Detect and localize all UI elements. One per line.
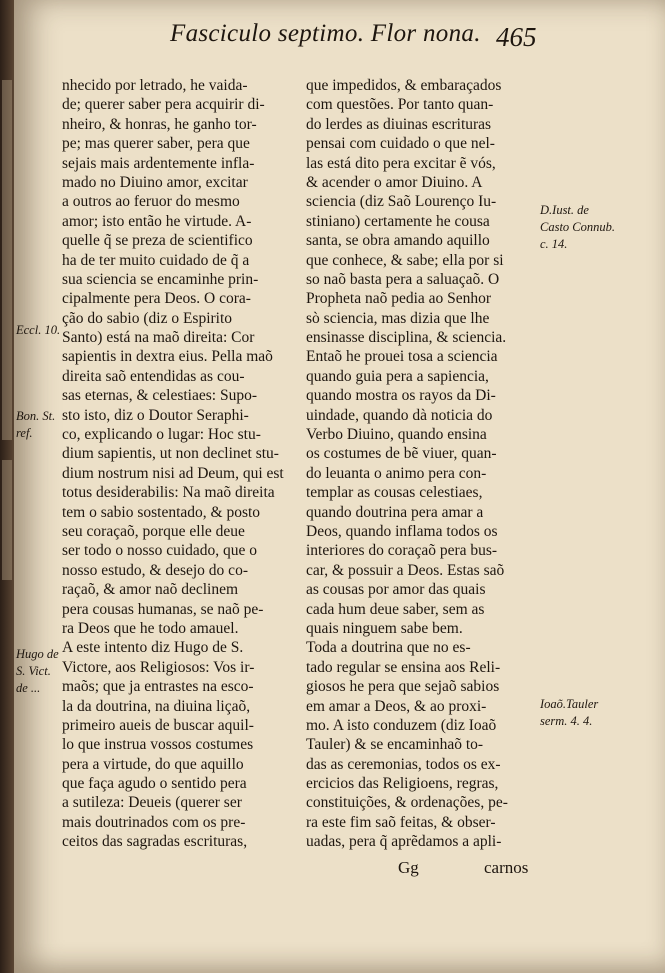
text-line: primeiro aueis de buscar aquil- (62, 716, 254, 734)
text-line: as cousas por amor das quais (306, 581, 486, 599)
text-line: de; querer saber pera acquirir di- (62, 96, 265, 114)
text-line: ra este fim saõ feitas, & obser- (306, 813, 496, 831)
text-line: quando guia pera a sapiencia, (306, 367, 489, 385)
text-line: lo que instrua vossos costumes (62, 736, 254, 754)
text-line: totus desiderabilis: Na maõ direita (62, 484, 275, 502)
text-line: constituições, & ordenações, pe- (306, 794, 508, 812)
text-line: mo. A isto conduzem (diz Ioaõ (306, 716, 497, 734)
text-line: quais ninguem sabe bem. (306, 619, 463, 637)
text-line: que impedidos, & embaraçados (306, 77, 502, 94)
text-line: pe; mas querer saber, pera que (62, 135, 250, 153)
text-line: la da doutrina, na diuina liçaõ, (62, 697, 251, 715)
text-line: nhecido por letrado, he vaida- (62, 77, 248, 94)
text-line: em amar a Deos, & ao proxi- (306, 697, 487, 715)
edge-shadow (2, 460, 12, 580)
text-line: pera a virtude, do que aquillo (62, 755, 244, 773)
text-line: do lerdes as diuinas escrituras (306, 115, 492, 133)
text-line: A este intento diz Hugo de S. (62, 639, 244, 657)
margin-note-tauler: Ioaõ.Tauler serm. 4. 4. (540, 697, 599, 728)
running-header: Fasciculo septimo. Flor nona. (170, 20, 481, 47)
text-line: quelle q̃ se preza de scientifico (62, 232, 253, 250)
text-line: uindade, quando dà noticia do (306, 406, 493, 424)
text-line: seu coraçaõ, porque elle deue (62, 522, 245, 540)
catchword: carnos (484, 858, 529, 877)
margin-note-eccl: Eccl. 10. (16, 323, 61, 337)
text-line: raçaõ, & amor naõ declinem (62, 581, 239, 599)
text-line: com questões. Por tanto quan- (306, 96, 494, 114)
text-line: interiores do coraçaõ pera bus- (306, 542, 498, 560)
text-line: ção do sabio (diz o Espirito (62, 309, 233, 327)
text-line: sapientis in dextra eius. Pella maõ (62, 348, 273, 366)
text-line: las está dito pera excitar ẽ vós, (306, 154, 496, 172)
text-line: Toda a doutrina que no es- (306, 639, 471, 657)
margin-note-bonaventure: Bon. St. ref. (16, 409, 56, 440)
text-line: do leuanta o animo pera con- (306, 464, 487, 482)
text-line: ercicios das Religioens, regras, (306, 775, 499, 793)
text-line: maõs; que ja entrastes na esco- (62, 678, 254, 696)
text-line: mais doutrinados com os pre- (62, 813, 246, 831)
text-line: dium nostrum nisi ad Deum, qui est (62, 464, 284, 482)
text-line: das as ceremonias, todos os ex- (306, 755, 501, 773)
text-line: tem o sabio sostentado, & posto (62, 503, 261, 521)
text-line: ensinasse disciplina, & sciencia. (306, 329, 507, 347)
text-line: car, & possuir a Deos. Estas saõ (306, 561, 505, 579)
text-line: Entaõ he prouei tosa a sciencia (306, 348, 498, 366)
text-line: pera cousas humanas, se naõ pe- (62, 600, 264, 618)
text-line: santa, se obra amando aquillo (306, 232, 490, 250)
edge-shadow (2, 80, 12, 440)
text-line: sas eternas, & celestiaes: Supo- (62, 387, 257, 405)
signature-mark: Gg (398, 858, 419, 877)
text-line: quando mostra os rayos da Di- (306, 387, 496, 405)
page-number: 465 (496, 22, 537, 52)
text-line: & acender o amor Diuino. A (306, 173, 483, 191)
text-line: Tauler) & se encaminhaõ to- (306, 736, 484, 754)
text-line: templar as cousas celestiaes, (306, 484, 483, 502)
text-line: Deos, quando inflama todos os (306, 522, 498, 540)
text-line: que conhece, & sabe; ella por si (306, 251, 504, 269)
left-text-column (62, 76, 294, 852)
margin-note-hugo: Hugo de S. Vict. de ... (16, 647, 59, 695)
text-line: que faça agudo o sentido pera (62, 775, 247, 793)
text-line: nheiro, & honras, he ganho tor- (62, 115, 257, 133)
text-line: uadas, pera q̃ aprẽdamos a apli- (306, 833, 502, 851)
text-line: ceitos das sagradas escrituras, (62, 833, 248, 851)
text-line: sua sciencia se encaminhe prin- (62, 270, 259, 288)
text-line: stiniano) certamente he cousa (306, 212, 490, 230)
text-line: giosos he pera que sejaõ sabios (306, 678, 500, 696)
adjacent-page-edge (0, 0, 14, 973)
text-line: nosso estudo, & desejo do co- (62, 561, 248, 579)
margin-note-iustiniano: D.Iust. de Casto Connub. c. 14. (540, 203, 616, 251)
text-line: amor; isto então he virtude. A- (62, 212, 252, 230)
text-line: sò sciencia, mas dizia que lhe (306, 309, 490, 327)
text-line: pensai com cuidado o que nel- (306, 135, 495, 153)
text-line: direita saõ entendidas as cou- (62, 367, 245, 385)
text-line: a outros ao feruor do mesmo (62, 193, 240, 211)
text-line: a sutileza: Deueis (querer ser (62, 794, 242, 812)
text-line: cada hum deue saber, sem as (306, 600, 485, 618)
text-line: sejais mais ardentemente infla- (62, 154, 255, 172)
text-line: ha de ter muito cuidado de q̃ a (62, 251, 250, 269)
text-line: Victore, aos Religiosos: Vos ir- (62, 658, 255, 676)
text-line: dium sapientis, ut non declinet stu- (62, 445, 279, 463)
text-line: sto isto, diz o Doutor Seraphi- (62, 406, 249, 424)
text-line: mado no Diuino amor, excitar (62, 173, 248, 191)
text-line: quando doutrina pera amar a (306, 503, 484, 521)
text-line: ra Deos que he todo amauel. (62, 619, 239, 637)
text-line: co, explicando o lugar: Hoc stu- (62, 426, 261, 444)
text-line: cipalmente pera Deos. O cora- (62, 290, 251, 308)
right-text-column (306, 76, 538, 852)
text-line: Propheta naõ pedia ao Senhor (306, 290, 492, 308)
text-line: sciencia (diz Saõ Lourenço Iu- (306, 193, 497, 211)
text-line: tado regular se ensina aos Reli- (306, 658, 501, 676)
text-line: ser todo o nosso cuidado, que o (62, 542, 258, 560)
text-line: Santo) está na maõ direita: Cor (62, 329, 255, 347)
text-line: Verbo Diuino, quando ensina (306, 426, 487, 444)
text-line: os costumes de bẽ viuer, quan- (306, 445, 497, 463)
text-line: so naõ basta pera a saluaçaõ. O (306, 270, 500, 288)
